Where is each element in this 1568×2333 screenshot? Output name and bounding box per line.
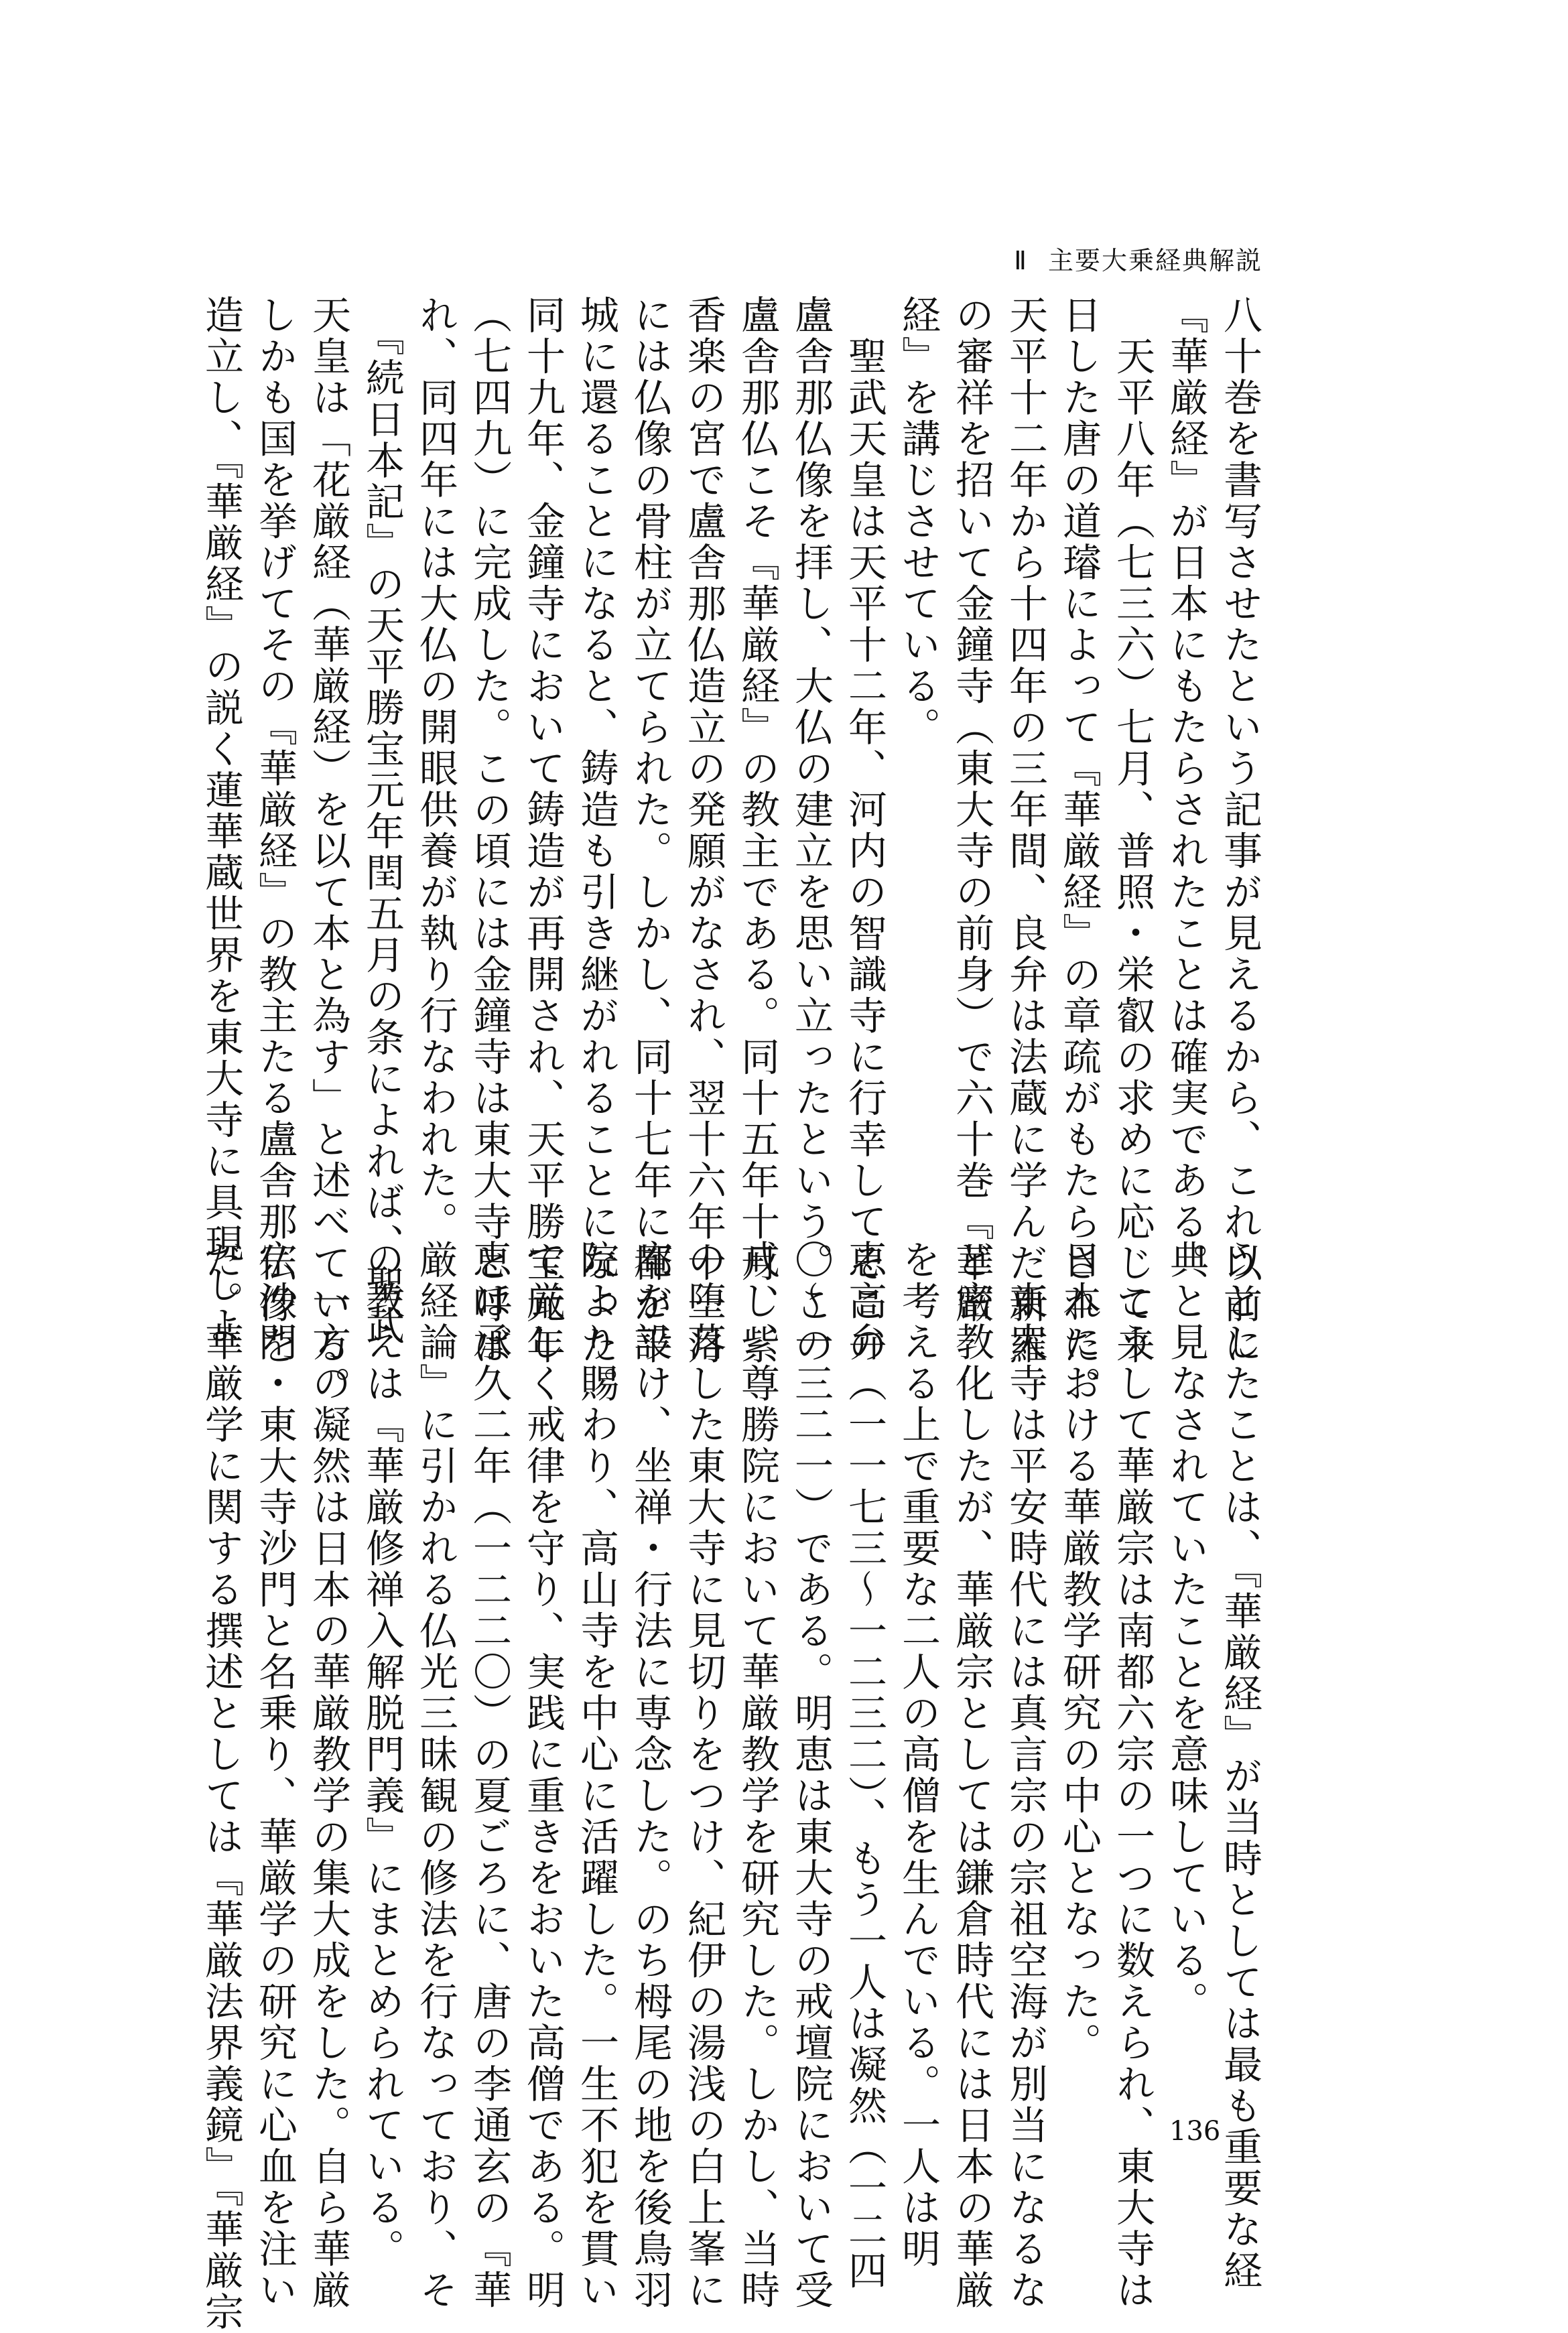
text-line: 天平十二年から十四年の三年間、良弁は法蔵に学んだ新羅	[1002, 295, 1048, 1366]
text-line: の教えは『華厳修禅入解脱門義』にまとめられている。	[359, 1240, 405, 2270]
text-line: 造立し、『華厳経』の説く蓮華蔵世界を東大寺に具現しよ	[198, 295, 244, 1347]
text-line: 一方の凝然は日本の華厳教学の集大成をした。自ら華厳	[306, 1240, 351, 2311]
text-line: 日した唐の道璿によって『華厳経』の章疏がもたらされた。	[1056, 295, 1102, 1408]
text-line: 厳経論』に引かれる仏光三昧観の修法を行なっており、そ	[413, 1240, 458, 2311]
text-line: の堕落した東大寺に見切りをつけ、紀伊の湯浅の白上峯に	[681, 1240, 726, 2311]
text-line: 天皇は「花厳経（華厳経）を以て本と為す」と述べている。	[306, 295, 351, 1408]
text-line: 恵高弁（一一七三～一二三二）、もう一人は凝然（一二四	[842, 1240, 887, 2291]
lower-text-block	[194, 1240, 1266, 2333]
text-line: 戒し、尊勝院において華厳教学を研究した。しかし、当時	[734, 1240, 780, 2311]
text-line: 宗沙門・東大寺沙門と名乗り、華厳学の研究に心血を注い	[252, 1240, 298, 2311]
text-line: 院より賜わり、高山寺を中心に活躍した。一生不犯を貫い	[574, 1240, 619, 2311]
text-line: しかも国を挙げてその『華厳経』の教主たる盧舎那仏像を	[252, 295, 298, 1366]
text-line: 盧舎那仏像を拝し、大仏の建立を思い立ったという。この	[788, 295, 834, 1366]
text-line: 典と見なされていたことを意味している。	[1163, 1240, 1209, 2023]
text-line: 城に還ることになると、鋳造も引き継がれることになった。	[574, 295, 619, 1408]
text-line: 八十巻を書写させたという記事が見えるから、これ以前に	[1217, 295, 1262, 1366]
text-line: こうして華厳宗は南都六宗の一つに数えられ、東大寺は	[1110, 1240, 1155, 2311]
section-number: Ⅱ	[1014, 246, 1028, 275]
text-line: 盧舎那仏こそ『華厳経』の教主である。同十五年十月、紫	[734, 295, 780, 1366]
text-line: 同十九年、金鐘寺において鋳造が再開され、天平勝宝元年	[520, 295, 566, 1366]
text-line: 天平八年（七三六）七月、普照・栄叡の求めに応じて来	[1110, 295, 1155, 1366]
text-line: を考える上で重要な二人の高僧を生んでいる。一人は明	[895, 1240, 941, 2270]
text-line: て厳しく戒律を守り、実践に重きをおいた高僧である。明	[520, 1240, 566, 2311]
text-line: れ、同四年には大仏の開眼供養が執り行なわれた。	[413, 295, 458, 1243]
text-line: 〇～一三二一）である。明恵は東大寺の戒壇院において受	[788, 1240, 834, 2311]
text-line: 香楽の宮で盧舎那仏造立の発願がなされ、翌十六年十一月	[681, 295, 726, 1366]
text-line: うとしたことは、『華厳経』が当時としては最も重要な経	[1217, 1240, 1262, 2291]
text-line: 経』を講じさせている。	[895, 295, 941, 748]
text-line: 恵は承久二年（一二二〇）の夏ごろに、唐の李通玄の『華	[466, 1240, 512, 2311]
chapter-title: 主要大乗経典解説	[1047, 246, 1262, 275]
text-line: （七四九）に完成した。この頃には金鐘寺は東大寺と呼ば	[466, 295, 512, 1366]
text-line: の審祥を招いて金鐘寺（東大寺の前身）で六十巻『華厳	[949, 295, 994, 1325]
upper-text-block	[194, 295, 1266, 1408]
text-line: には仏像の骨柱が立てられた。しかし、同十七年に都が平	[627, 295, 673, 1366]
text-line: 東大寺は平安時代には真言宗の宗祖空海が別当になるな	[1002, 1240, 1048, 2311]
text-line: 『続日本記』の天平勝宝元年閏五月の条によれば、聖武	[359, 295, 405, 1347]
running-header	[1014, 240, 1262, 277]
text-line: だ。華厳学に関する撰述としては『華厳法界義鏡』『華厳宗	[198, 1240, 244, 2333]
text-line: 聖武天皇は天平十二年、河内の智識寺に行幸してそこの	[842, 295, 887, 1366]
text-line: ど密教化したが、華厳宗としては鎌倉時代には日本の華厳	[949, 1240, 994, 2311]
text-line: 日本における華厳教学研究の中心となった。	[1056, 1240, 1102, 2064]
text-line: 『華厳経』が日本にもたらされたことは確実である。	[1163, 295, 1209, 1284]
text-line: 庵を設け、坐禅・行法に専念した。のち栂尾の地を後鳥羽	[627, 1240, 673, 2311]
page-number: 136	[1169, 2116, 1221, 2147]
